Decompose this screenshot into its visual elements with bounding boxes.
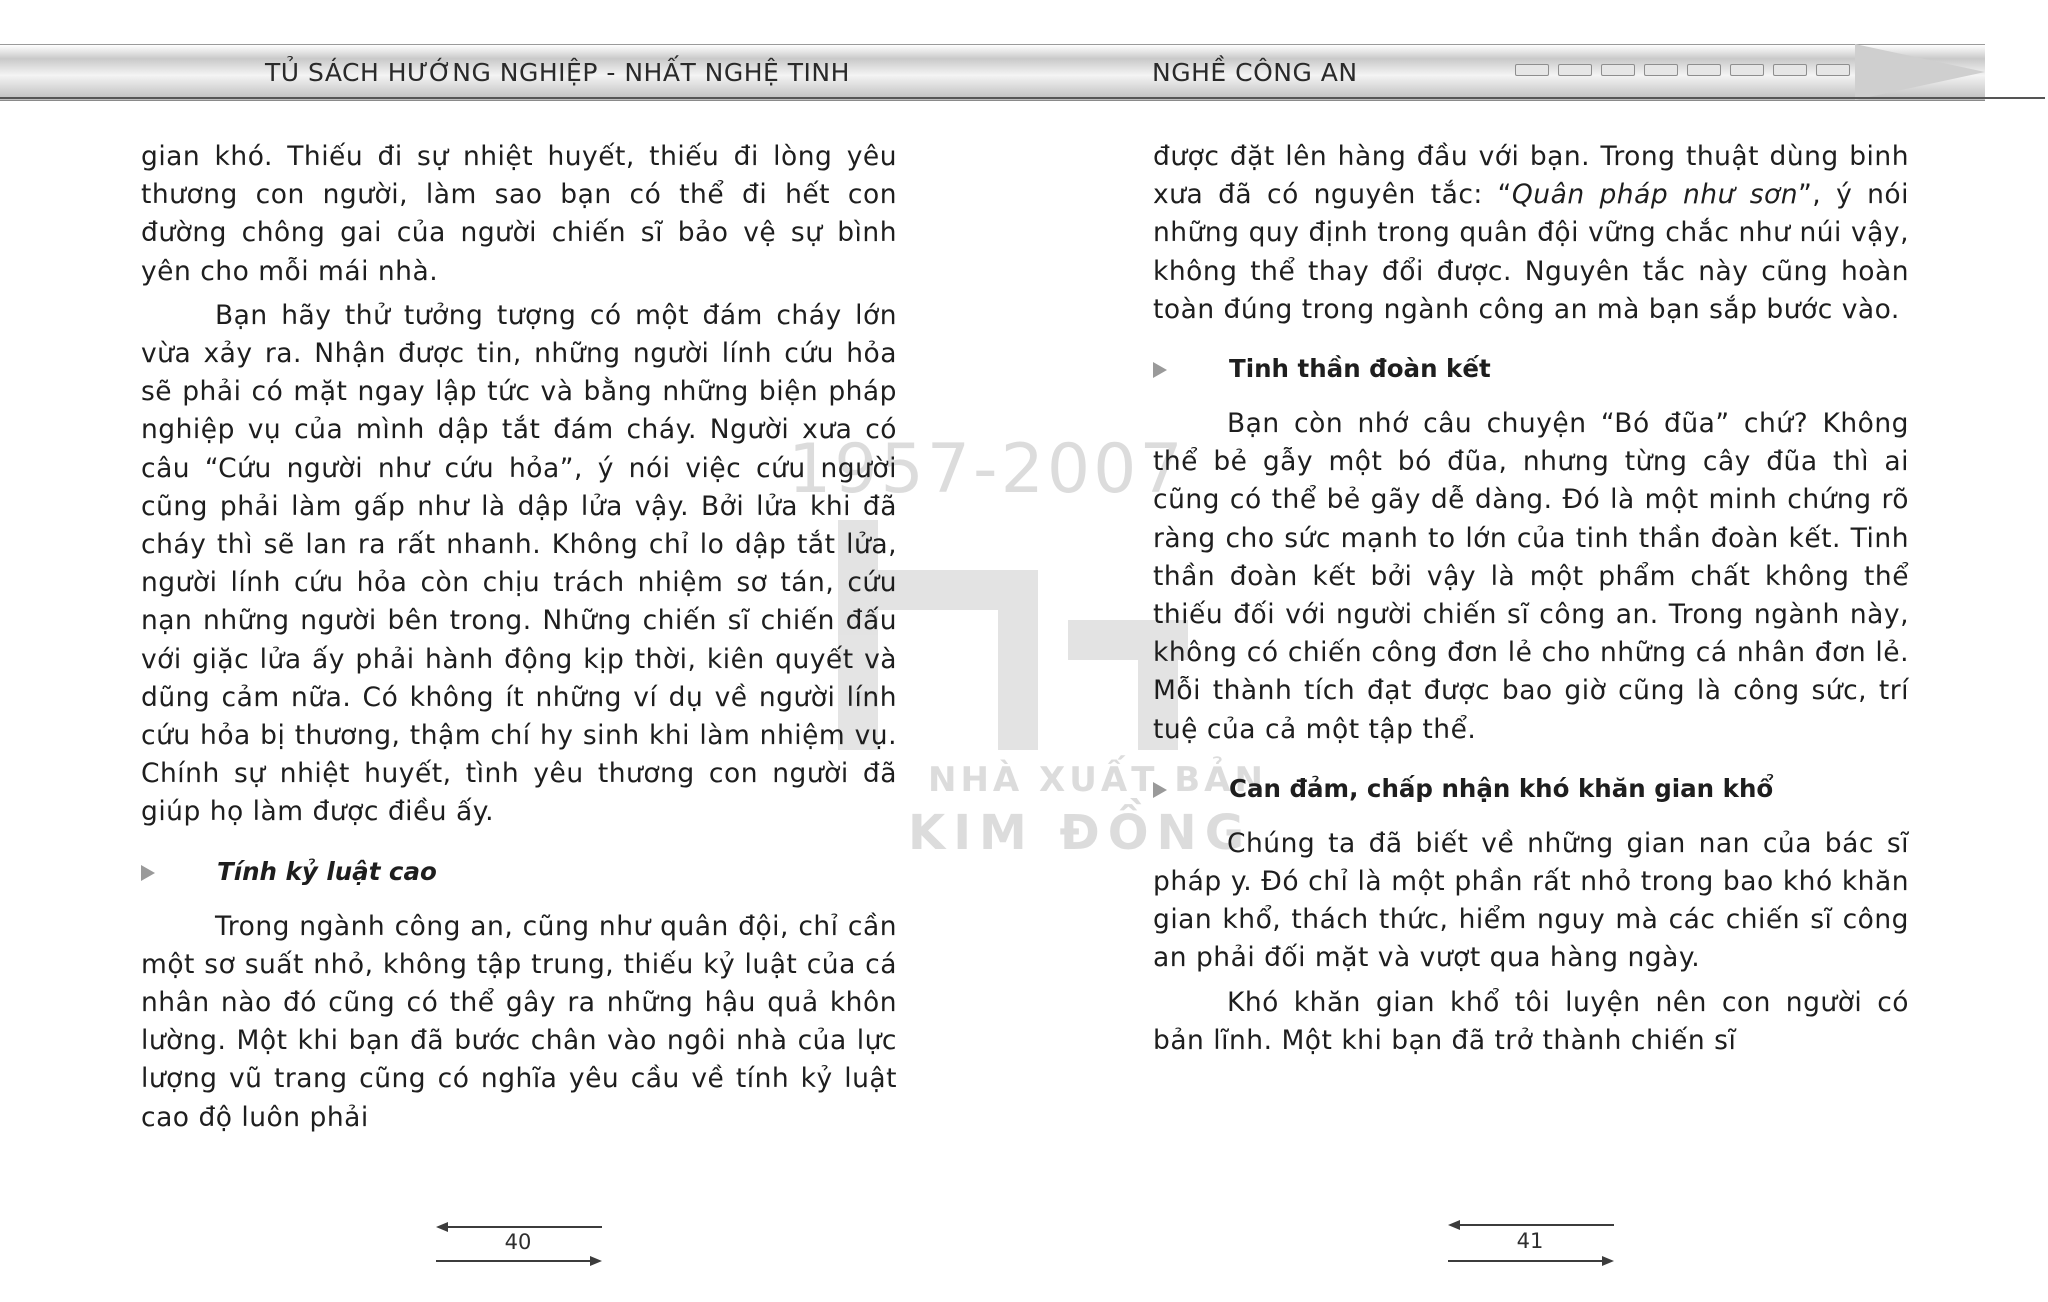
- header-dash-decoration: [1601, 64, 1635, 76]
- paragraph-text: ”, ý nói những quy định trong quân đội vững chắc như núi vậy, không thể thay đổi được. Nguyên tắc này cũng hoàn toàn đúng trong ngành công an mà bạn sắp bước vào.: [1153, 179, 1910, 325]
- section-heading-courage: [1153, 769, 1909, 809]
- triangle-bullet-icon: [1153, 782, 1167, 798]
- footer-rule: [436, 1260, 598, 1262]
- triangle-bullet-icon: [1153, 362, 1167, 378]
- body-paragraph: Chúng ta đã biết về những gian nan của bác sĩ pháp y. Đó chỉ là một phần rất nhỏ trong bao khó khăn gian khổ, thách thức, hiểm nguy mà các chiến sĩ công an phải đối mặt và vượt qua hàng ngày.: [1153, 827, 1909, 974]
- body-paragraph: gian khó. Thiếu đi sự nhiệt huyết, thiếu đi lòng yêu thương con người, làm sao bạn có thể đi hết con đường chông gai của người chiến sĩ bảo vệ sự bình yên cho mỗi mái nhà.: [141, 141, 897, 287]
- header-dash-decoration: [1773, 64, 1807, 76]
- body-paragraph: Bạn còn nhớ câu chuyện “Bó đũa” chứ? Không thể bẻ gẫy một bó đũa, nhưng từng cây đũa thì ai cũng có thể bẻ gãy dễ dàng. Đó là một minh chứng rõ ràng cho sức mạnh to lớn của tinh thần đoàn kết. Tinh thần đoàn kết bởi vậy là một phẩm chất không thể thiếu đối với người chiến sĩ công an. Trong ngành này, không có chiến công đơn lẻ cho những cá nhân đơn lẻ. Mỗi thành tích đạt được bao giờ cũng là công sức, trí tuệ của cả một tập thể.: [1153, 408, 1909, 745]
- header-arrow-decoration: [1855, 44, 1985, 100]
- arrow-right-icon: [1602, 1256, 1614, 1266]
- section-heading-text: Tinh thần đoàn kết: [1229, 354, 1491, 384]
- header-dash-decoration: [1644, 64, 1678, 76]
- page-number-right: 41: [1516, 1229, 1544, 1253]
- section-heading-text: Tính kỷ luật cao: [217, 856, 437, 886]
- body-paragraph: Bạn hãy thử tưởng tượng có một đám cháy lớn vừa xảy ra. Nhận được tin, những người lính cứu hỏa sẽ phải có mặt ngay lập tức và bằng những biện pháp nghiệp vụ của mình dập tắt đám cháy. Người xưa có câu “Cứu người như cứu hỏa”, ý nói việc cứu người cũng phải làm gấp như là dập lửa vậy. Bởi lửa khi đã cháy thì sẽ lan ra rất nhanh. Không chỉ lo dập tắt lửa, người lính cứu hỏa còn chịu trách nhiệm sơ tán, cứu nạn những người bên trong. Những chiến sĩ chiến đấu với giặc lửa ấy phải hành động kịp thời, kiên quyết và dũng cảm nữa. Có không ít những ví dụ về người lính cứu hỏa bị thương, thậm chí hy sinh khi làm nhiệm vụ. Chính sự nhiệt huyết, tình yêu thương con người đã giúp họ làm được điều ấy.: [141, 299, 897, 828]
- header-dash-decoration: [1558, 64, 1592, 76]
- footer-rule: [1448, 1260, 1610, 1262]
- arrow-right-icon: [590, 1256, 602, 1266]
- left-page-body: [141, 138, 897, 1143]
- quoted-principle: Quân pháp như sơn: [1511, 179, 1799, 211]
- watermark-publisher: NHÀ XUẤT BẢN: [928, 760, 1267, 800]
- triangle-bullet-icon: [141, 865, 155, 881]
- section-heading-text: Can đảm, chấp nhận khó khăn gian khổ: [1229, 773, 1774, 803]
- body-paragraph: Trong ngành công an, cũng như quân đội, chỉ cần một sơ suất nhỏ, không tập trung, thiếu kỷ luật của cá nhân nào đó cũng có thể gây ra những hậu quả khôn lường. Một khi bạn đã bước chân vào ngôi nhà của lực lượng vũ trang cũng có nghĩa yêu cầu về tính kỷ luật cao độ luôn phải: [141, 910, 897, 1133]
- footer-rule: [440, 1226, 602, 1228]
- footer-rule: [1452, 1224, 1614, 1226]
- series-title: TỦ SÁCH HƯỚNG NGHIỆP - NHẤT NGHỆ TINH: [265, 58, 850, 87]
- paragraph-text: được đặt lên hàng đầu với bạn. Trong thuật dùng binh xưa đã có nguyên tắc: “: [1153, 141, 1909, 211]
- watermark-years: 1957-2007: [788, 430, 1186, 509]
- watermark-logo-shape: [998, 570, 1038, 750]
- section-heading-discipline: [141, 852, 897, 892]
- page-number-left: 40: [504, 1230, 532, 1254]
- header-dash-decoration: [1515, 64, 1549, 76]
- section-heading-solidarity: [1153, 349, 1909, 389]
- header-dash-decoration: [1687, 64, 1721, 76]
- header-dash-decoration: [1730, 64, 1764, 76]
- header-rule: [0, 97, 2045, 99]
- header-dash-decoration: [1816, 64, 1850, 76]
- watermark-brand: KIM ĐỒNG: [908, 805, 1253, 861]
- book-title: NGHỀ CÔNG AN: [1152, 58, 1358, 87]
- right-page-body: [1153, 138, 1909, 1066]
- body-paragraph: [1153, 138, 1909, 329]
- body-paragraph: Khó khăn gian khổ tôi luyện nên con người có bản lĩnh. Một khi bạn đã trở thành chiến sĩ: [1153, 986, 1909, 1056]
